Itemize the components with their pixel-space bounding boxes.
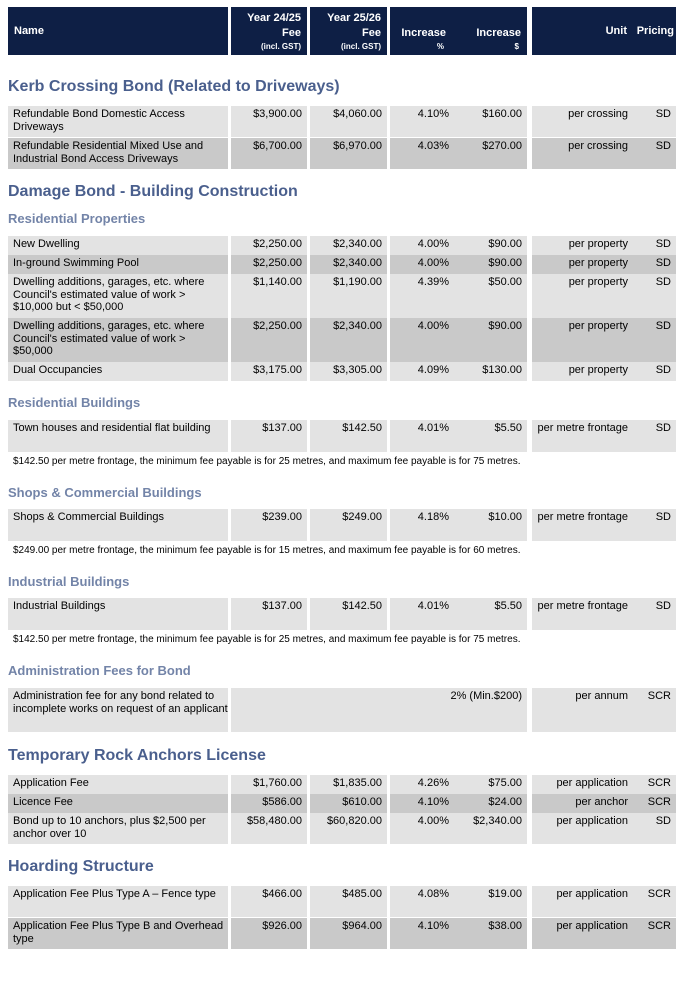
row-inc-cell: $90.00 — [454, 236, 527, 255]
header-increase-dollar: Increase — [476, 27, 521, 39]
row-y2-cell: $1,835.00 — [310, 775, 387, 794]
row-name-cell: Application Fee — [8, 775, 228, 794]
header-year2-fee: Fee — [362, 27, 381, 39]
row-pricing-cell: SD — [633, 236, 676, 255]
row-y1-cell: $466.00 — [231, 886, 307, 917]
row-pct-cell: 4.00% — [390, 236, 454, 255]
row-y1-cell: $2,250.00 — [231, 255, 307, 274]
row-inc-cell: $5.50 — [454, 420, 527, 452]
row-unit-cell: per application — [532, 918, 633, 949]
row-name-cell: Administration fee for any bond related to incomplete works on request of an applicant — [8, 688, 228, 732]
row-unit-cell: per application — [532, 775, 633, 794]
subsection-title-residential-properties: Residential Properties — [8, 211, 146, 226]
row-y1-cell: $2,250.00 — [231, 318, 307, 362]
row-pricing-cell: SD — [633, 509, 676, 541]
row-inc-cell: $160.00 — [454, 106, 527, 137]
section-title-kerb: Kerb Crossing Bond (Related to Driveways) — [8, 78, 340, 95]
header-pricing-cell — [633, 7, 676, 55]
header-increase-pct: Increase — [401, 27, 446, 39]
row-y1-cell: $3,175.00 — [231, 362, 307, 381]
header-year1-fee: Fee — [282, 27, 301, 39]
row-y2-cell: $249.00 — [310, 509, 387, 541]
row-pricing-cell: SCR — [633, 886, 676, 917]
row-inc-cell: $90.00 — [454, 318, 527, 362]
header-year1-gst: (incl. GST) — [261, 42, 301, 51]
row-unit-cell: per property — [532, 255, 633, 274]
row-name-cell: Industrial Buildings — [8, 598, 228, 630]
row-unit-cell: per metre frontage — [532, 598, 633, 630]
row-y2-cell: $1,190.00 — [310, 274, 387, 318]
row-pricing-cell: SCR — [633, 775, 676, 794]
header-name-cell — [8, 7, 228, 55]
row-y2-cell: $4,060.00 — [310, 106, 387, 137]
row-pct-cell: 4.10% — [390, 794, 454, 813]
row-inc-cell: $24.00 — [454, 794, 527, 813]
row-pct-cell: 4.18% — [390, 509, 454, 541]
row-pct-cell: 4.09% — [390, 362, 454, 381]
row-y2-cell: $142.50 — [310, 598, 387, 630]
row-pricing-cell: SD — [633, 598, 676, 630]
header-year1-cell — [231, 7, 307, 55]
row-unit-cell: per crossing — [532, 138, 633, 169]
row-pct-cell: 4.00% — [390, 255, 454, 274]
row-y1-cell: $6,700.00 — [231, 138, 307, 169]
row-name-cell: New Dwelling — [8, 236, 228, 255]
section-title-hoarding: Hoarding Structure — [8, 858, 154, 875]
row-name-cell: Dwelling additions, garages, etc. where Council's estimated value of work > $10,000 but < $50,000 — [8, 274, 228, 318]
row-pct-cell: 4.10% — [390, 918, 454, 949]
header-increase-pct-cell — [390, 7, 454, 55]
row-name-cell: In-ground Swimming Pool — [8, 255, 228, 274]
row-pricing-cell: SD — [633, 106, 676, 137]
row-y2-cell: $485.00 — [310, 886, 387, 917]
row-y2-cell: $6,970.00 — [310, 138, 387, 169]
row-y1-cell: $137.00 — [231, 420, 307, 452]
row-y1-cell: $926.00 — [231, 918, 307, 949]
header-unit-cell — [532, 7, 633, 55]
row-y2-cell: $60,820.00 — [310, 813, 387, 844]
note-industrial: $142.50 per metre frontage, the minimum fee payable is for 25 metres, and maximum fee payable is for 75 metres. — [13, 634, 521, 645]
row-pct-cell: 4.08% — [390, 886, 454, 917]
header-pricing: Pricing — [636, 25, 674, 37]
row-unit-cell: per property — [532, 236, 633, 255]
row-name-cell: Shops & Commercial Buildings — [8, 509, 228, 541]
note-shops: $249.00 per metre frontage, the minimum fee payable is for 15 metres, and maximum fee payable is for 60 metres. — [13, 545, 521, 556]
row-unit-cell: per property — [532, 274, 633, 318]
row-unit-cell: per anchor — [532, 794, 633, 813]
row-y2-cell: $142.50 — [310, 420, 387, 452]
row-y2-cell: $2,340.00 — [310, 255, 387, 274]
header-pct-symbol: % — [436, 42, 444, 51]
subsection-title-residential-buildings: Residential Buildings — [8, 395, 141, 410]
row-inc-cell: $38.00 — [454, 918, 527, 949]
row-pricing-cell: SD — [633, 274, 676, 318]
row-fee-cell: 2% (Min.$200) — [231, 688, 527, 732]
header-name: Name — [14, 25, 44, 37]
row-pricing-cell: SD — [633, 813, 676, 844]
row-pricing-cell: SCR — [633, 688, 676, 732]
row-pricing-cell: SCR — [633, 918, 676, 949]
row-pricing-cell: SD — [633, 318, 676, 362]
note-residential-buildings: $142.50 per metre frontage, the minimum fee payable is for 25 metres, and maximum fee payable is for 75 metres. — [13, 456, 521, 467]
row-y2-cell: $3,305.00 — [310, 362, 387, 381]
section-title-damage: Damage Bond - Building Construction — [8, 183, 298, 200]
row-y2-cell: $610.00 — [310, 794, 387, 813]
row-unit-cell: per property — [532, 318, 633, 362]
row-unit-cell: per application — [532, 886, 633, 917]
row-name-cell: Dwelling additions, garages, etc. where Council's estimated value of work > $50,000 — [8, 318, 228, 362]
row-name-cell: Licence Fee — [8, 794, 228, 813]
row-y1-cell: $3,900.00 — [231, 106, 307, 137]
row-pct-cell: 4.01% — [390, 420, 454, 452]
row-y1-cell: $58,480.00 — [231, 813, 307, 844]
row-unit-cell: per metre frontage — [532, 509, 633, 541]
row-inc-cell: $19.00 — [454, 886, 527, 917]
row-inc-cell: $10.00 — [454, 509, 527, 541]
row-y2-cell: $964.00 — [310, 918, 387, 949]
row-unit-cell: per annum — [532, 688, 633, 732]
row-pricing-cell: SD — [633, 362, 676, 381]
row-pricing-cell: SD — [633, 420, 676, 452]
row-name-cell: Refundable Bond Domestic Access Driveways — [8, 106, 228, 137]
header-year1: Year 24/25 — [247, 12, 301, 24]
row-pct-cell: 4.00% — [390, 813, 454, 844]
header-year2-gst: (incl. GST) — [341, 42, 381, 51]
row-pct-cell: 4.01% — [390, 598, 454, 630]
row-y1-cell: $137.00 — [231, 598, 307, 630]
row-pct-cell: 4.00% — [390, 318, 454, 362]
row-inc-cell: $270.00 — [454, 138, 527, 169]
row-pct-cell: 4.26% — [390, 775, 454, 794]
row-pct-cell: 4.39% — [390, 274, 454, 318]
row-y2-cell: $2,340.00 — [310, 236, 387, 255]
row-inc-cell: $50.00 — [454, 274, 527, 318]
row-unit-cell: per property — [532, 362, 633, 381]
row-name-cell: Application Fee Plus Type B and Overhead type — [8, 918, 228, 949]
subsection-title-shops: Shops & Commercial Buildings — [8, 485, 202, 500]
header-year2: Year 25/26 — [327, 12, 381, 24]
section-title-rock-anchors: Temporary Rock Anchors License — [8, 747, 266, 764]
header-increase-dollar-cell — [454, 7, 527, 55]
row-pricing-cell: SD — [633, 138, 676, 169]
row-inc-cell: $130.00 — [454, 362, 527, 381]
row-inc-cell: $90.00 — [454, 255, 527, 274]
row-y2-cell: $2,340.00 — [310, 318, 387, 362]
header-unit: Unit — [605, 25, 627, 37]
row-name-cell: Bond up to 10 anchors, plus $2,500 per anchor over 10 — [8, 813, 228, 844]
row-pct-cell: 4.03% — [390, 138, 454, 169]
row-y1-cell: $1,140.00 — [231, 274, 307, 318]
row-inc-cell: $2,340.00 — [454, 813, 527, 844]
row-name-cell: Dual Occupancies — [8, 362, 228, 381]
row-pricing-cell: SD — [633, 255, 676, 274]
row-y1-cell: $2,250.00 — [231, 236, 307, 255]
row-pricing-cell: SCR — [633, 794, 676, 813]
row-y1-cell: $239.00 — [231, 509, 307, 541]
row-unit-cell: per metre frontage — [532, 420, 633, 452]
header-dollar-symbol: $ — [514, 42, 519, 51]
row-inc-cell: $75.00 — [454, 775, 527, 794]
row-y1-cell: $586.00 — [231, 794, 307, 813]
row-pct-cell: 4.10% — [390, 106, 454, 137]
row-unit-cell: per crossing — [532, 106, 633, 137]
row-name-cell: Application Fee Plus Type A – Fence type — [8, 886, 228, 917]
header-year2-cell — [310, 7, 387, 55]
subsection-title-industrial: Industrial Buildings — [8, 574, 130, 589]
row-y1-cell: $1,760.00 — [231, 775, 307, 794]
row-name-cell: Refundable Residential Mixed Use and Industrial Bond Access Driveways — [8, 138, 228, 169]
row-unit-cell: per application — [532, 813, 633, 844]
row-inc-cell: $5.50 — [454, 598, 527, 630]
row-name-cell: Town houses and residential flat building — [8, 420, 228, 452]
subsection-title-admin: Administration Fees for Bond — [8, 663, 191, 678]
